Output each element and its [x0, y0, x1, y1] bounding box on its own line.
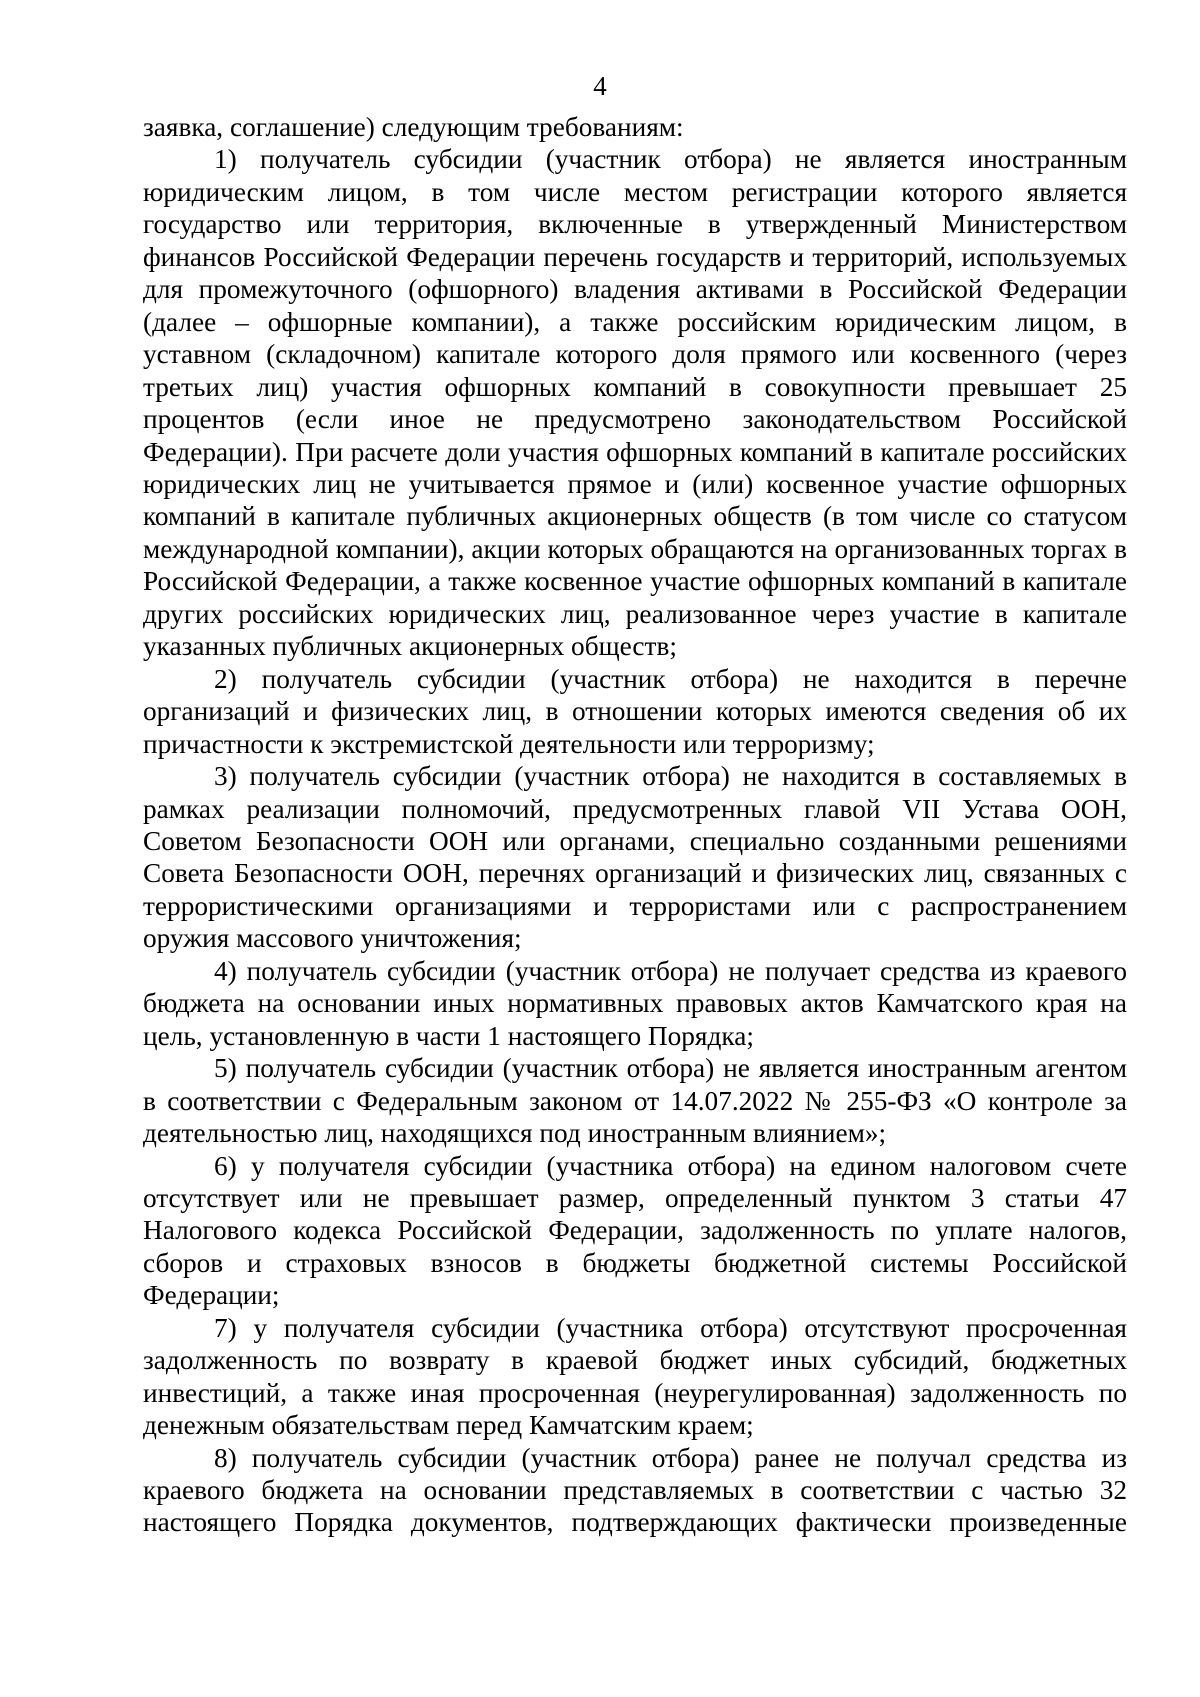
requirement-item-1: 1) получатель субсидии (участник отбора) не является иностранным юридическим лицом, в том числе местом регистрации которого является государство или территория, включенные в утвержденный Министерством финансов Российской Федерации перечень государств и территорий, используемых для промежуточного (офшорного) владения активами в Российской Федерации (далее – офшорные компании), а также российским юридическим лицом, в уставном (складочном) капитале которого доля прямого или косвенного (через третьих лиц) участия офшорных компаний в совокупности превышает 25 процентов (если иное не предусмотрено законодательством Российской Федерации). При расчете доли участия офшорных компаний в капитале российских юридических лиц не учитывается прямое и (или) косвенное участие офшорных компаний в капитале публичных акционерных обществ (в том числе со статусом международной компании), акции которых обращаются на организованных торгах в Российской Федерации, а также косвенное участие офшорных компаний в капитале других российских юридических лиц, реализованное через участие в капитале указанных публичных акционерных обществ;	[143, 144, 1127, 662]
page-number: 4	[593, 71, 607, 101]
requirement-item-7: 7) у получателя субсидии (участника отбора) отсутствуют просроченная задолженность по возврату в краевой бюджет иных субсидий, бюджетных инвестиций, а также иная просроченная (неурегулированная) задолженность по денежным обязательствам перед Камчатским краем;	[143, 1312, 1127, 1441]
document-body	[143, 111, 1127, 1539]
requirement-item-5: 5) получатель субсидии (участник отбора) не является иностранным агентом в соответствии с Федеральным законом от 14.07.2022 № 255-ФЗ «О контроле за деятельностью лиц, находящихся под иностранным влиянием»;	[143, 1053, 1127, 1149]
requirement-item-3: 3) получатель субсидии (участник отбора) не находится в составляемых в рамках реализации полномочий, предусмотренных главой VII Устава ООН, Советом Безопасности ООН или органами, специально созданными решениями Совета Безопасности ООН, перечнях организаций и физических лиц, связанных с террористическими организациями и террористами или с распространением оружия массового уничтожения;	[143, 761, 1127, 954]
requirement-item-6: 6) у получателя субсидии (участника отбора) на едином налоговом счете отсутствует или не превышает размер, определенный пунктом 3 статьи 47 Налогового кодекса Российской Федерации, задолженность по уплате налогов, сборов и страховых взносов в бюджеты бюджетной системы Российской Федерации;	[143, 1150, 1127, 1311]
intro-paragraph: заявка, соглашение) следующим требованиям:	[143, 112, 684, 142]
requirement-item-4: 4) получатель субсидии (участник отбора) не получает средства из краевого бюджета на основании иных нормативных правовых актов Камчатского края на цель, установленную в части 1 настоящего Порядка;	[143, 955, 1127, 1051]
requirement-item-2: 2) получатель субсидии (участник отбора) не находится в перечне организаций и физических лиц, в отношении которых имеются сведения об их причастности к экстремистской деятельности или терроризму;	[143, 663, 1127, 759]
requirement-item-8: 8) получатель субсидии (участник отбора) ранее не получал средства из краевого бюджета на основании представляемых в соответствии с частью 32 настоящего Порядка документов, подтверждающих фактически произведенные	[143, 1442, 1127, 1538]
